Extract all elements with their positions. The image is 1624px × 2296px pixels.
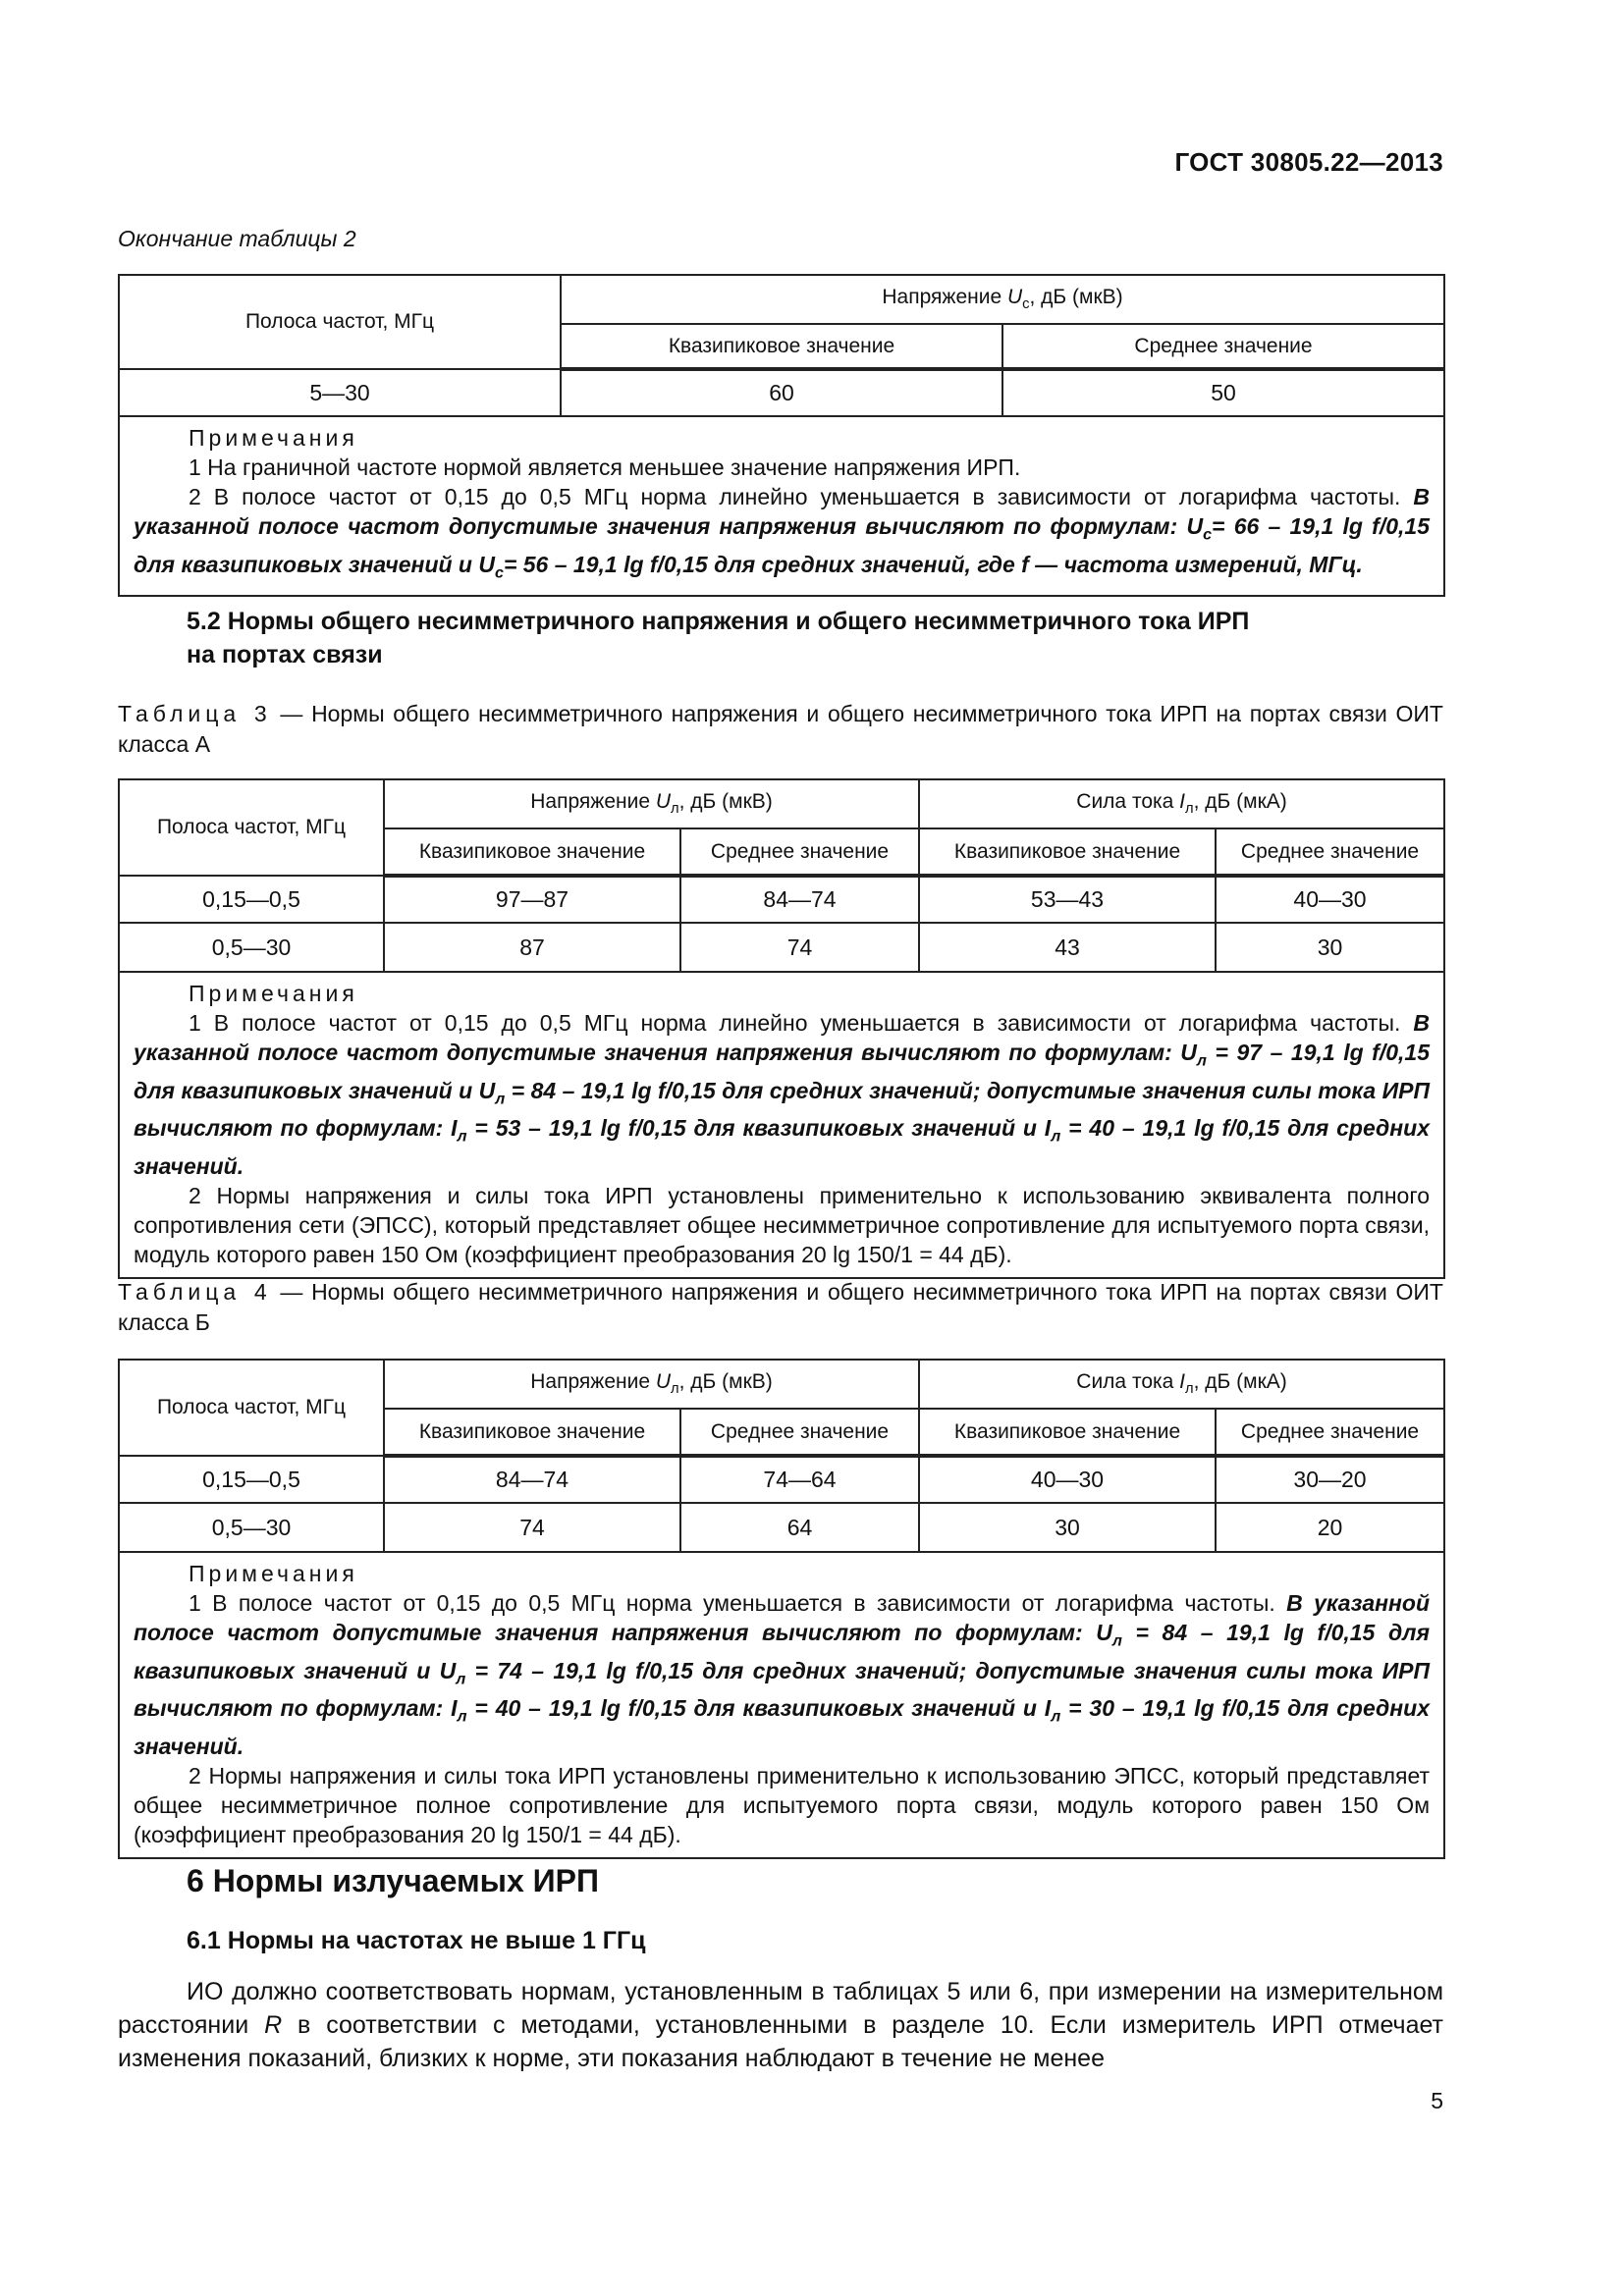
table-row: [119, 1503, 1444, 1552]
table2-note-2: 2 В полосе частот от 0,15 до 0,5 МГц норма линейно уменьшается в зависимости от логарифма частоты. В указанной полосе частот допустимые значения напряжения вычисляют по формулам: $U_c= 66 - 19,1$ lg f/0,15 для квазипиковых значений и $U_c= 56 - 19,1$ lg f/0,15 для средних значений, где f — частота измерений, МГц.: [134, 484, 1430, 582]
table4-cell-u-avg: 74—64: [680, 1456, 919, 1503]
table3-caption: Таблица 3 — Нормы общего несимметричного напряжения и общего несимметричного тока ИРП на портах связи ОИТ класса А: [118, 701, 1443, 757]
table-3: [118, 778, 1445, 1279]
table4-header-i-average: Среднее значение: [1216, 1409, 1444, 1456]
table2-header-band: Полоса частот, МГц: [119, 275, 561, 369]
table4-note-1: 1 В полосе частот от 0,15 до 0,5 МГц норма уменьшается в зависимости от логарифма частоты. В указанной полосе частот допустимые значения напряжения вычисляют по формулам: $U_л = 84 - 19,1$ lg f/0,15 для квазипиковых значений и $U_л = 74 - 19,1$ lg f/0,15 для средних значений; допустимые значения силы тока ИРП вычисляют по формулам: $I_л = 40 - 19,1$ lg f/0,15 для квазипиковых значений и $I_л = 30 - 19,1$ lg f/0,15 для средних значений.: [134, 1590, 1431, 1759]
page-number: 5: [1431, 2088, 1443, 2113]
table3-header-current: Сила тока $I_л$, дБ (мкА): [919, 779, 1444, 828]
table2-header-voltage: Напряжение $U_с$, дБ (мкВ): [561, 275, 1444, 324]
table4-header-i-quasi-peak: Квазипиковое значение: [919, 1409, 1216, 1456]
table-row: [119, 923, 1444, 972]
table3-cell-u-qp: 97—87: [384, 876, 680, 923]
table3-note-1: 1 В полосе частот от 0,15 до 0,5 МГц норма линейно уменьшается в зависимости от логарифма частоты. В указанной полосе частот допустимые значения напряжения вычисляют по формулам: $U_л = 97 - 19,1$ lg f/0,15 для квазипиковых значений и $U_л = 84 - 19,1$ lg f/0,15 для средних значений; допустимые значения силы тока ИРП вычисляют по формулам: $I_л = 53 - 19,1$ lg f/0,15 для квазипиковых значений и $I_л = 40 - 19,1$ lg f/0,15 для средних значений.: [134, 1010, 1431, 1179]
table3-cell-i-qp: 43: [919, 923, 1216, 972]
table3-header-i-quasi-peak: Квазипиковое значение: [919, 828, 1216, 876]
table3-cell-i-avg: 30: [1216, 923, 1444, 972]
table3-cell-u-qp: 87: [384, 923, 680, 972]
table4-notes: [119, 1552, 1444, 1858]
table4-caption: Таблица 4 — Нормы общего несимметричного напряжения и общего несимметричного тока ИРП на портах связи ОИТ класса Б: [118, 1279, 1443, 1335]
table3-header-u-average: Среднее значение: [680, 828, 919, 876]
document-code: ГОСТ 30805.22—2013: [1174, 147, 1443, 177]
table2-cell-qp: 60: [561, 369, 1002, 416]
table-row: [119, 876, 1444, 923]
table4-cell-band: 0,5—30: [119, 1503, 384, 1552]
section-5-2-title: 5.2 Нормы общего несимметричного напряжения и общего несимметричного тока ИРП на портах связи: [187, 608, 1250, 668]
table4-cell-u-qp: 74: [384, 1503, 680, 1552]
table-2: [118, 274, 1445, 597]
table3-cell-i-qp: 53—43: [919, 876, 1216, 923]
section-6-1-paragraph: ИО должно соответствовать нормам, установленным в таблицах 5 или 6, при измерении на измерительном расстоянии R в соответствии с методами, установленными в разделе 10. Если измеритель ИРП отмечает изменения показаний, близких к норме, эти показания наблюдают в течение не менее: [118, 1978, 1444, 2072]
section-6-1-title: 6.1 Нормы на частотах не выше 1 ГГц: [187, 1927, 646, 1954]
table3-cell-band: 0,15—0,5: [119, 876, 384, 923]
table4-header-band: Полоса частот, МГц: [119, 1360, 384, 1456]
table3-header-band: Полоса частот, МГц: [119, 779, 384, 876]
section-6-title: 6 Нормы излучаемых ИРП: [187, 1863, 599, 1898]
table4-cell-i-qp: 40—30: [919, 1456, 1216, 1503]
table3-cell-u-avg: 84—74: [680, 876, 919, 923]
table4-cell-u-avg: 64: [680, 1503, 919, 1552]
table4-note-2: 2 Нормы напряжения и силы тока ИРП установлены применительно к использованию ЭПСС, который представляет общее несимметричное полное сопротивление для испытуемого порта связи, модуль которого равен 150 Ом (коэффициент преобразования 20 lg 150/1 = 44 дБ).: [134, 1762, 1431, 1847]
table4-cell-u-qp: 84—74: [384, 1456, 680, 1503]
table4-header-u-quasi-peak: Квазипиковое значение: [384, 1409, 680, 1456]
table4-header-current: Сила тока $I_л$, дБ (мкА): [919, 1360, 1444, 1409]
table2-cell-band: 5—30: [119, 369, 561, 416]
table3-header-u-quasi-peak: Квазипиковое значение: [384, 828, 680, 876]
table3-header-voltage: Напряжение $U_л$, дБ (мкВ): [384, 779, 919, 828]
table4-header-u-average: Среднее значение: [680, 1409, 919, 1456]
table2-continuation-caption: Окончание таблицы 2: [118, 226, 356, 251]
table2-note-1: 1 На граничной частоте нормой является меньшее значение напряжения ИРП.: [189, 454, 1021, 480]
table-row: [119, 369, 1444, 416]
table4-notes-title: Примечания: [189, 1561, 358, 1586]
table3-header-i-average: Среднее значение: [1216, 828, 1444, 876]
table4-cell-band: 0,15—0,5: [119, 1456, 384, 1503]
table2-cell-avg: 50: [1002, 369, 1444, 416]
table3-cell-band: 0,5—30: [119, 923, 384, 972]
table2-notes: [119, 416, 1444, 596]
table2-header-quasi-peak: Квазипиковое значение: [561, 324, 1002, 369]
table-4: [118, 1359, 1445, 1859]
table2-header-average: Среднее значение: [1002, 324, 1444, 369]
table2-notes-title: Примечания: [189, 425, 358, 451]
table4-cell-i-avg: 30—20: [1216, 1456, 1444, 1503]
table4-cell-i-qp: 30: [919, 1503, 1216, 1552]
table4-cell-i-avg: 20: [1216, 1503, 1444, 1552]
table3-notes-title: Примечания: [189, 981, 358, 1006]
table-row: [119, 1456, 1444, 1503]
table3-note-2: 2 Нормы напряжения и силы тока ИРП установлены применительно к использованию эквивалента полного сопротивления сети (ЭПСС), который представляет общее несимметричное сопротивление для испытуемого порта связи, модуль которого равен 150 Ом (коэффициент преобразования 20 lg 150/1 = 44 дБ).: [134, 1182, 1431, 1267]
table3-cell-u-avg: 74: [680, 923, 919, 972]
table3-notes: [119, 972, 1444, 1278]
table3-cell-i-avg: 40—30: [1216, 876, 1444, 923]
table4-header-voltage: Напряжение $U_л$, дБ (мкВ): [384, 1360, 919, 1409]
